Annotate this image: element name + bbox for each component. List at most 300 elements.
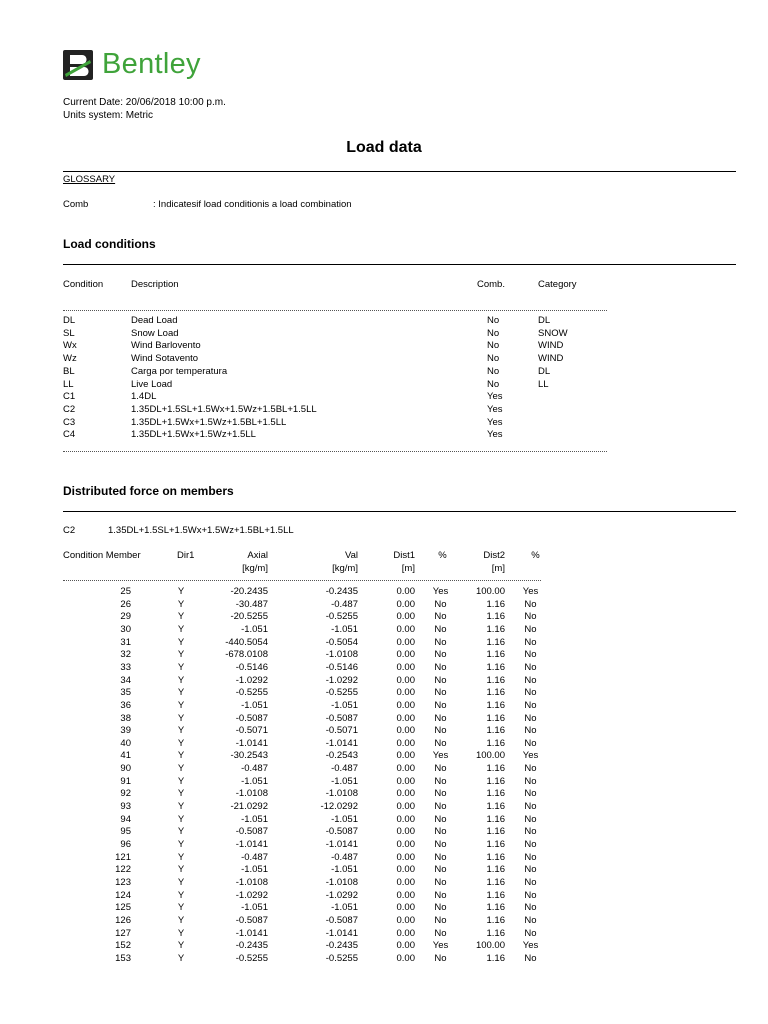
df-cell-axial: -0.5087 xyxy=(235,914,268,926)
df-cell-dir: Y xyxy=(177,763,185,775)
lc-cell-description: Wind Sotavento xyxy=(131,353,199,365)
df-cell-dir: Y xyxy=(177,636,185,648)
df-cell-member: 122 xyxy=(115,864,131,876)
df-cell-axial: -0.5071 xyxy=(235,725,268,737)
df-row xyxy=(0,814,768,827)
df-cell-dir: Y xyxy=(177,813,185,825)
df-cell-dist1: 0.00 xyxy=(396,763,415,775)
df-cell-pct2: No xyxy=(524,801,537,813)
df-row xyxy=(0,611,768,624)
df-cell-val: -0.5087 xyxy=(325,712,358,724)
df-cell-dist2: 1.16 xyxy=(486,598,505,610)
df-cell-dist1: 0.00 xyxy=(396,889,415,901)
df-col-pct2: % xyxy=(531,550,540,561)
lc-row xyxy=(0,379,768,392)
df-cell-member: 153 xyxy=(115,952,131,964)
df-cell-dist2: 1.16 xyxy=(486,623,505,635)
df-cell-pct1: No xyxy=(434,699,447,711)
df-cell-dist1: 0.00 xyxy=(396,801,415,813)
df-cell-dist1: 0.00 xyxy=(396,712,415,724)
df-cell-val: -1.0292 xyxy=(325,674,358,686)
df-cell-dist1: 0.00 xyxy=(396,902,415,914)
df-cell-dist1: 0.00 xyxy=(396,687,415,699)
df-cell-dir: Y xyxy=(177,940,185,952)
df-cell-pct2: No xyxy=(524,788,537,800)
df-cell-val: -1.0292 xyxy=(325,889,358,901)
df-col-val: Val xyxy=(344,550,358,561)
glossary-heading: GLOSSARY xyxy=(63,174,116,185)
lc-cell-description: 1.35DL+1.5SL+1.5Wx+1.5Wz+1.5BL+1.5LL xyxy=(131,403,317,415)
df-cell-dist1: 0.00 xyxy=(396,699,415,711)
df-cell-dist2: 1.16 xyxy=(486,649,505,661)
df-row xyxy=(0,940,768,953)
df-cell-pct1: No xyxy=(434,623,447,635)
df-row xyxy=(0,700,768,713)
df-cell-dir: Y xyxy=(177,598,185,610)
df-cell-val: -0.2435 xyxy=(325,586,358,597)
df-cell-member: 26 xyxy=(120,598,131,610)
df-cell-val: -1.051 xyxy=(331,902,358,914)
df-cell-val: -1.0108 xyxy=(325,649,358,661)
df-cell-member: 91 xyxy=(120,775,131,787)
df-cell-dist1: 0.00 xyxy=(396,813,415,825)
df-cell-pct1: No xyxy=(434,952,447,964)
df-cell-val: -12.0292 xyxy=(320,801,358,813)
df-col-dist1-unit: [m] xyxy=(401,563,415,574)
df-row xyxy=(0,725,768,738)
df-cell-pct2: No xyxy=(524,851,537,863)
df-cell-pct2: No xyxy=(524,623,537,635)
df-cell-pct1: No xyxy=(434,889,447,901)
load-conditions-heading: Load conditions xyxy=(63,237,156,251)
df-cell-axial: -0.2435 xyxy=(235,940,268,952)
df-cell-pct2: Yes xyxy=(522,940,539,952)
df-cell-dist1: 0.00 xyxy=(396,775,415,787)
df-cell-pct2: No xyxy=(524,902,537,914)
df-cell-val: -0.5255 xyxy=(325,952,358,964)
df-cell-member: 126 xyxy=(115,914,131,926)
df-cell-member: 96 xyxy=(120,839,131,850)
df-cell-axial: -0.487 xyxy=(241,851,268,863)
df-cell-pct1: No xyxy=(434,927,447,939)
brand-name: Bentley xyxy=(102,48,201,80)
df-cell-dist1: 0.00 xyxy=(396,876,415,888)
df-cell-pct2: No xyxy=(524,813,537,825)
df-cell-pct2: No xyxy=(524,914,537,926)
df-cell-pct1: No xyxy=(434,902,447,914)
df-cell-dist2: 1.16 xyxy=(486,876,505,888)
df-cell-member: 34 xyxy=(120,674,131,686)
df-condition: C2 xyxy=(63,525,76,536)
df-cell-pct1: No xyxy=(434,649,447,661)
df-cell-dist2: 1.16 xyxy=(486,636,505,648)
lc-cell-comb: Yes xyxy=(487,403,503,415)
df-row xyxy=(0,750,768,763)
lc-cell-description: 1.4DL xyxy=(131,391,157,403)
df-cell-val: -1.0141 xyxy=(325,737,358,749)
df-cell-dir: Y xyxy=(177,851,185,863)
df-cell-pct2: No xyxy=(524,699,537,711)
distributed-divider xyxy=(63,511,736,512)
df-cell-axial: -678.0108 xyxy=(225,649,268,661)
lc-cell-comb: No xyxy=(487,315,500,326)
current-date: Current Date: 20/06/2018 10:00 p.m. xyxy=(63,97,226,108)
df-cell-dist2: 1.16 xyxy=(486,788,505,800)
df-cell-dist2: 1.16 xyxy=(486,763,505,775)
df-cell-dist1: 0.00 xyxy=(396,914,415,926)
df-row xyxy=(0,864,768,877)
df-cell-dir: Y xyxy=(177,839,185,850)
df-cell-dir: Y xyxy=(177,725,185,737)
df-cell-pct2: No xyxy=(524,952,537,964)
lc-cell-comb: Yes xyxy=(487,429,503,441)
df-condition-desc: 1.35DL+1.5SL+1.5Wx+1.5Wz+1.5BL+1.5LL xyxy=(108,525,294,536)
lc-footer-separator xyxy=(63,451,607,452)
df-cell-pct2: Yes xyxy=(522,750,539,762)
df-cell-member: 92 xyxy=(120,788,131,800)
df-cell-val: -0.5255 xyxy=(325,687,358,699)
df-cell-pct1: No xyxy=(434,598,447,610)
df-cell-pct1: No xyxy=(434,763,447,775)
lc-row xyxy=(0,328,768,341)
units-system: Units system: Metric xyxy=(63,110,154,121)
df-cell-dir: Y xyxy=(177,889,185,901)
df-cell-axial: -1.051 xyxy=(241,864,268,876)
df-cell-pct1: No xyxy=(434,813,447,825)
df-cell-dir: Y xyxy=(177,788,185,800)
df-cell-dist1: 0.00 xyxy=(396,611,415,623)
df-cell-dist1: 0.00 xyxy=(396,636,415,648)
df-cell-dir: Y xyxy=(177,687,185,699)
df-cell-axial: -0.5255 xyxy=(235,687,268,699)
df-cell-pct2: No xyxy=(524,737,537,749)
page-title: Load data xyxy=(346,139,422,156)
df-row xyxy=(0,953,768,966)
df-cell-member: 32 xyxy=(120,649,131,661)
df-cell-pct2: No xyxy=(524,661,537,673)
df-cell-val: -1.0108 xyxy=(325,876,358,888)
lc-cell-comb: No xyxy=(487,340,500,352)
df-col-axial-unit: [kg/m] xyxy=(242,563,268,574)
df-cell-dist1: 0.00 xyxy=(396,952,415,964)
df-cell-dir: Y xyxy=(177,623,185,635)
lc-row xyxy=(0,417,768,430)
lc-row xyxy=(0,429,768,442)
df-cell-val: -0.487 xyxy=(331,763,358,775)
df-cell-dist2: 1.16 xyxy=(486,611,505,623)
df-cell-val: -1.051 xyxy=(331,813,358,825)
df-cell-axial: -0.487 xyxy=(241,763,268,775)
df-cell-dir: Y xyxy=(177,649,185,661)
df-cell-dir: Y xyxy=(177,801,185,813)
title-divider xyxy=(63,171,736,172)
df-row xyxy=(0,890,768,903)
lc-cell-condition: C4 xyxy=(63,429,76,441)
lc-cell-condition: Wz xyxy=(63,353,77,365)
df-cell-dist2: 1.16 xyxy=(486,801,505,813)
df-cell-axial: -1.0141 xyxy=(235,839,268,850)
lc-cell-category: DL xyxy=(538,365,551,377)
df-cell-dist1: 0.00 xyxy=(396,737,415,749)
df-cell-dist2: 1.16 xyxy=(486,927,505,939)
df-cell-axial: -20.2435 xyxy=(230,586,268,597)
df-cell-dir: Y xyxy=(177,902,185,914)
df-cell-val: -0.5071 xyxy=(325,725,358,737)
df-cell-pct2: No xyxy=(524,598,537,610)
df-row xyxy=(0,902,768,915)
lc-cell-description: Live Load xyxy=(131,378,173,390)
df-row xyxy=(0,675,768,688)
df-cell-axial: -0.5146 xyxy=(235,661,268,673)
df-cell-pct1: Yes xyxy=(432,750,449,762)
lc-cell-comb: No xyxy=(487,365,500,377)
df-cell-dist1: 0.00 xyxy=(396,598,415,610)
lc-row xyxy=(0,353,768,366)
df-cell-dist2: 1.16 xyxy=(486,699,505,711)
lc-cell-comb: No xyxy=(487,353,500,365)
df-cell-pct2: No xyxy=(524,839,537,850)
df-header-separator xyxy=(63,580,541,581)
df-cell-pct2: No xyxy=(524,927,537,939)
df-cell-pct2: No xyxy=(524,674,537,686)
lc-cell-condition: C3 xyxy=(63,416,76,428)
df-row xyxy=(0,928,768,941)
lc-cell-category: WIND xyxy=(538,353,564,365)
df-cell-axial: -1.051 xyxy=(241,775,268,787)
df-cell-dist1: 0.00 xyxy=(396,725,415,737)
df-cell-val: -1.051 xyxy=(331,699,358,711)
df-cell-dir: Y xyxy=(177,914,185,926)
df-cell-pct2: No xyxy=(524,636,537,648)
df-cell-dist1: 0.00 xyxy=(396,661,415,673)
df-cell-member: 127 xyxy=(115,927,131,939)
df-cell-dist1: 0.00 xyxy=(396,851,415,863)
df-cell-dist1: 0.00 xyxy=(396,864,415,876)
df-cell-member: 124 xyxy=(115,889,131,901)
df-cell-dir: Y xyxy=(177,775,185,787)
df-cell-dist1: 0.00 xyxy=(396,940,415,952)
df-col-axial: Axial xyxy=(247,550,268,561)
lc-cell-category: DL xyxy=(538,315,551,326)
df-cell-axial: -0.5087 xyxy=(235,826,268,838)
lc-header-separator xyxy=(63,310,607,311)
lc-cell-category: LL xyxy=(538,378,549,390)
df-row xyxy=(0,826,768,839)
df-cell-member: 152 xyxy=(115,940,131,952)
lc-col-description: Description xyxy=(131,279,179,290)
df-cell-pct2: No xyxy=(524,649,537,661)
lc-cell-description: Snow Load xyxy=(131,327,179,339)
df-cell-dir: Y xyxy=(177,750,185,762)
load-conditions-divider xyxy=(63,264,736,265)
df-cell-axial: -1.0141 xyxy=(235,737,268,749)
df-cell-pct1: Yes xyxy=(432,586,449,597)
df-cell-val: -0.487 xyxy=(331,598,358,610)
df-row xyxy=(0,788,768,801)
df-cell-dir: Y xyxy=(177,864,185,876)
lc-row xyxy=(0,404,768,417)
df-cell-member: 31 xyxy=(120,636,131,648)
df-cell-member: 41 xyxy=(120,750,131,762)
df-cell-member: 94 xyxy=(120,813,131,825)
lc-cell-condition: BL xyxy=(63,365,75,377)
df-cell-dist1: 0.00 xyxy=(396,927,415,939)
df-cell-dist2: 1.16 xyxy=(486,813,505,825)
df-cell-member: 121 xyxy=(115,851,131,863)
df-cell-axial: -1.0108 xyxy=(235,876,268,888)
df-cell-member: 25 xyxy=(120,586,131,597)
df-cell-dist2: 1.16 xyxy=(486,914,505,926)
glossary-definition: : Indicatesif load conditionis a load combination xyxy=(153,199,352,210)
df-cell-dist2: 1.16 xyxy=(486,839,505,850)
df-cell-axial: -1.051 xyxy=(241,623,268,635)
df-cell-pct2: No xyxy=(524,864,537,876)
df-cell-val: -0.5087 xyxy=(325,914,358,926)
df-row xyxy=(0,649,768,662)
df-row xyxy=(0,915,768,928)
df-cell-member: 35 xyxy=(120,687,131,699)
lc-row xyxy=(0,366,768,379)
lc-col-condition: Condition xyxy=(63,279,104,290)
df-cell-val: -1.0141 xyxy=(325,927,358,939)
lc-cell-description: Dead Load xyxy=(131,315,178,326)
lc-cell-category: SNOW xyxy=(538,327,568,339)
df-cell-dist2: 1.16 xyxy=(486,737,505,749)
lc-col-category: Category xyxy=(538,279,577,290)
df-row xyxy=(0,763,768,776)
df-cell-pct1: No xyxy=(434,839,447,850)
df-cell-pct1: Yes xyxy=(432,940,449,952)
df-row xyxy=(0,852,768,865)
df-cell-dist1: 0.00 xyxy=(396,788,415,800)
df-cell-member: 38 xyxy=(120,712,131,724)
lc-cell-category: WIND xyxy=(538,340,564,352)
df-cell-pct2: No xyxy=(524,889,537,901)
df-row xyxy=(0,599,768,612)
df-cell-val: -0.5255 xyxy=(325,611,358,623)
df-cell-member: 33 xyxy=(120,661,131,673)
df-cell-dir: Y xyxy=(177,927,185,939)
df-cell-pct1: No xyxy=(434,788,447,800)
lc-cell-comb: Yes xyxy=(487,391,503,403)
df-row xyxy=(0,586,768,599)
df-cell-axial: -21.0292 xyxy=(230,801,268,813)
lc-cell-condition: Wx xyxy=(63,340,77,352)
df-cell-pct1: No xyxy=(434,864,447,876)
df-cell-axial: -30.2543 xyxy=(230,750,268,762)
lc-cell-condition: LL xyxy=(63,378,74,390)
df-cell-pct2: No xyxy=(524,763,537,775)
distributed-heading: Distributed force on members xyxy=(63,484,234,498)
df-cell-dist2: 1.16 xyxy=(486,889,505,901)
df-cell-member: 93 xyxy=(120,801,131,813)
df-cell-member: 90 xyxy=(120,763,131,775)
df-cell-pct1: No xyxy=(434,826,447,838)
df-row xyxy=(0,801,768,814)
df-cell-dist1: 0.00 xyxy=(396,649,415,661)
df-cell-val: -1.051 xyxy=(331,864,358,876)
df-cell-pct1: No xyxy=(434,725,447,737)
lc-cell-description: Carga por temperatura xyxy=(131,365,228,377)
df-cell-dist1: 0.00 xyxy=(396,839,415,850)
df-col-dist1: Dist1 xyxy=(393,550,415,561)
df-cell-val: -0.5146 xyxy=(325,661,358,673)
lc-col-comb: Comb. xyxy=(477,279,505,290)
lc-cell-condition: DL xyxy=(63,315,76,326)
df-cell-pct1: No xyxy=(434,636,447,648)
lc-row xyxy=(0,315,768,328)
df-row xyxy=(0,637,768,650)
df-cell-member: 123 xyxy=(115,876,131,888)
df-cell-axial: -1.0292 xyxy=(235,889,268,901)
lc-row xyxy=(0,391,768,404)
df-cell-pct1: No xyxy=(434,687,447,699)
df-cell-pct1: No xyxy=(434,737,447,749)
df-cell-val: -1.051 xyxy=(331,775,358,787)
df-col-dist2-unit: [m] xyxy=(491,563,505,574)
df-cell-axial: -440.5054 xyxy=(225,636,268,648)
df-cell-pct2: No xyxy=(524,725,537,737)
bentley-logo xyxy=(62,46,222,86)
df-cell-dir: Y xyxy=(177,699,185,711)
df-cell-dir: Y xyxy=(177,674,185,686)
df-cell-dist2: 1.16 xyxy=(486,826,505,838)
df-cell-dist2: 100.00 xyxy=(475,940,505,952)
df-cell-dist2: 1.16 xyxy=(486,952,505,964)
df-cell-dist2: 1.16 xyxy=(486,661,505,673)
df-cell-dist2: 1.16 xyxy=(486,864,505,876)
df-col-condition-member: Condition Member xyxy=(63,550,141,561)
df-cell-dist2: 100.00 xyxy=(475,586,505,597)
lc-cell-condition: SL xyxy=(63,327,75,339)
df-cell-pct2: No xyxy=(524,611,537,623)
df-cell-member: 95 xyxy=(120,826,131,838)
df-cell-member: 39 xyxy=(120,725,131,737)
df-col-dir: Dir1 xyxy=(177,550,195,561)
lc-cell-description: Wind Barlovento xyxy=(131,340,201,352)
lc-cell-comb: No xyxy=(487,378,500,390)
df-cell-dist2: 1.16 xyxy=(486,674,505,686)
df-cell-member: 36 xyxy=(120,699,131,711)
df-cell-dist2: 100.00 xyxy=(475,750,505,762)
df-cell-dir: Y xyxy=(177,826,185,838)
df-cell-val: -0.5054 xyxy=(325,636,358,648)
df-cell-dir: Y xyxy=(177,661,185,673)
df-row xyxy=(0,776,768,789)
df-cell-member: 29 xyxy=(120,611,131,623)
df-cell-dist1: 0.00 xyxy=(396,826,415,838)
df-cell-axial: -1.0141 xyxy=(235,927,268,939)
df-cell-dist1: 0.00 xyxy=(396,623,415,635)
df-cell-val: -0.5087 xyxy=(325,826,358,838)
df-cell-dist2: 1.16 xyxy=(486,712,505,724)
df-cell-axial: -30.487 xyxy=(235,598,268,610)
lc-row xyxy=(0,340,768,353)
df-cell-val: -0.2543 xyxy=(325,750,358,762)
df-col-val-unit: [kg/m] xyxy=(332,563,358,574)
lc-cell-condition: C1 xyxy=(63,391,76,403)
lc-cell-comb: No xyxy=(487,327,500,339)
df-cell-val: -1.0141 xyxy=(325,839,358,850)
df-cell-pct1: No xyxy=(434,611,447,623)
df-cell-dist2: 1.16 xyxy=(486,851,505,863)
lc-cell-condition: C2 xyxy=(63,403,76,415)
bentley-b-icon xyxy=(62,49,96,83)
df-cell-val: -0.487 xyxy=(331,851,358,863)
df-cell-pct2: No xyxy=(524,876,537,888)
df-cell-dir: Y xyxy=(177,737,185,749)
df-cell-dir: Y xyxy=(177,876,185,888)
